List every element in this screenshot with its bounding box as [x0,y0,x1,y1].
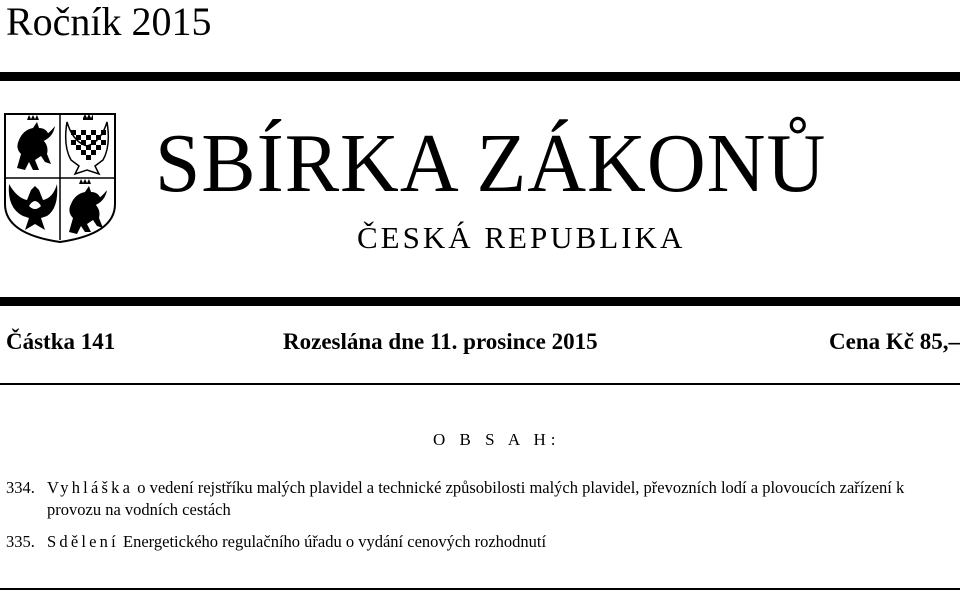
year-title: Ročník 2015 [6,0,212,44]
middle-rule [0,297,960,306]
issue-price: Cena Kč 85,– [829,329,960,354]
contents-item[interactable] [6,531,956,553]
czech-coat-of-arms-icon [3,112,117,244]
top-rule [0,72,960,81]
contents-item[interactable] [6,477,956,521]
item-kind: Sdělení [47,532,119,551]
item-kind: Vyhláška [47,478,134,497]
info-divider [0,383,960,385]
bottom-rule [0,588,960,590]
contents-heading: O B S A H: [433,430,561,449]
item-title: Energetického regulačního úřadu o vydání cenových rozhodnutí [118,532,547,551]
item-title: o vedení rejstříku malých plavidel a technické způsobilosti malých plavidel, převozních lodí a plovoucích zařízení k provozu na vodních cestách [47,478,905,519]
issue-part: Částka 141 [6,329,116,354]
issue-dispatch-date: Rozeslána dne 11. prosince 2015 [283,329,598,354]
item-body [6,531,956,553]
item-number: 335. [6,532,35,551]
masthead-title: SBÍRKA ZÁKONŮ [155,117,827,210]
item-number: 334. [6,478,35,497]
item-body [6,477,956,521]
country-name: ČESKÁ REPUBLIKA [357,220,686,255]
